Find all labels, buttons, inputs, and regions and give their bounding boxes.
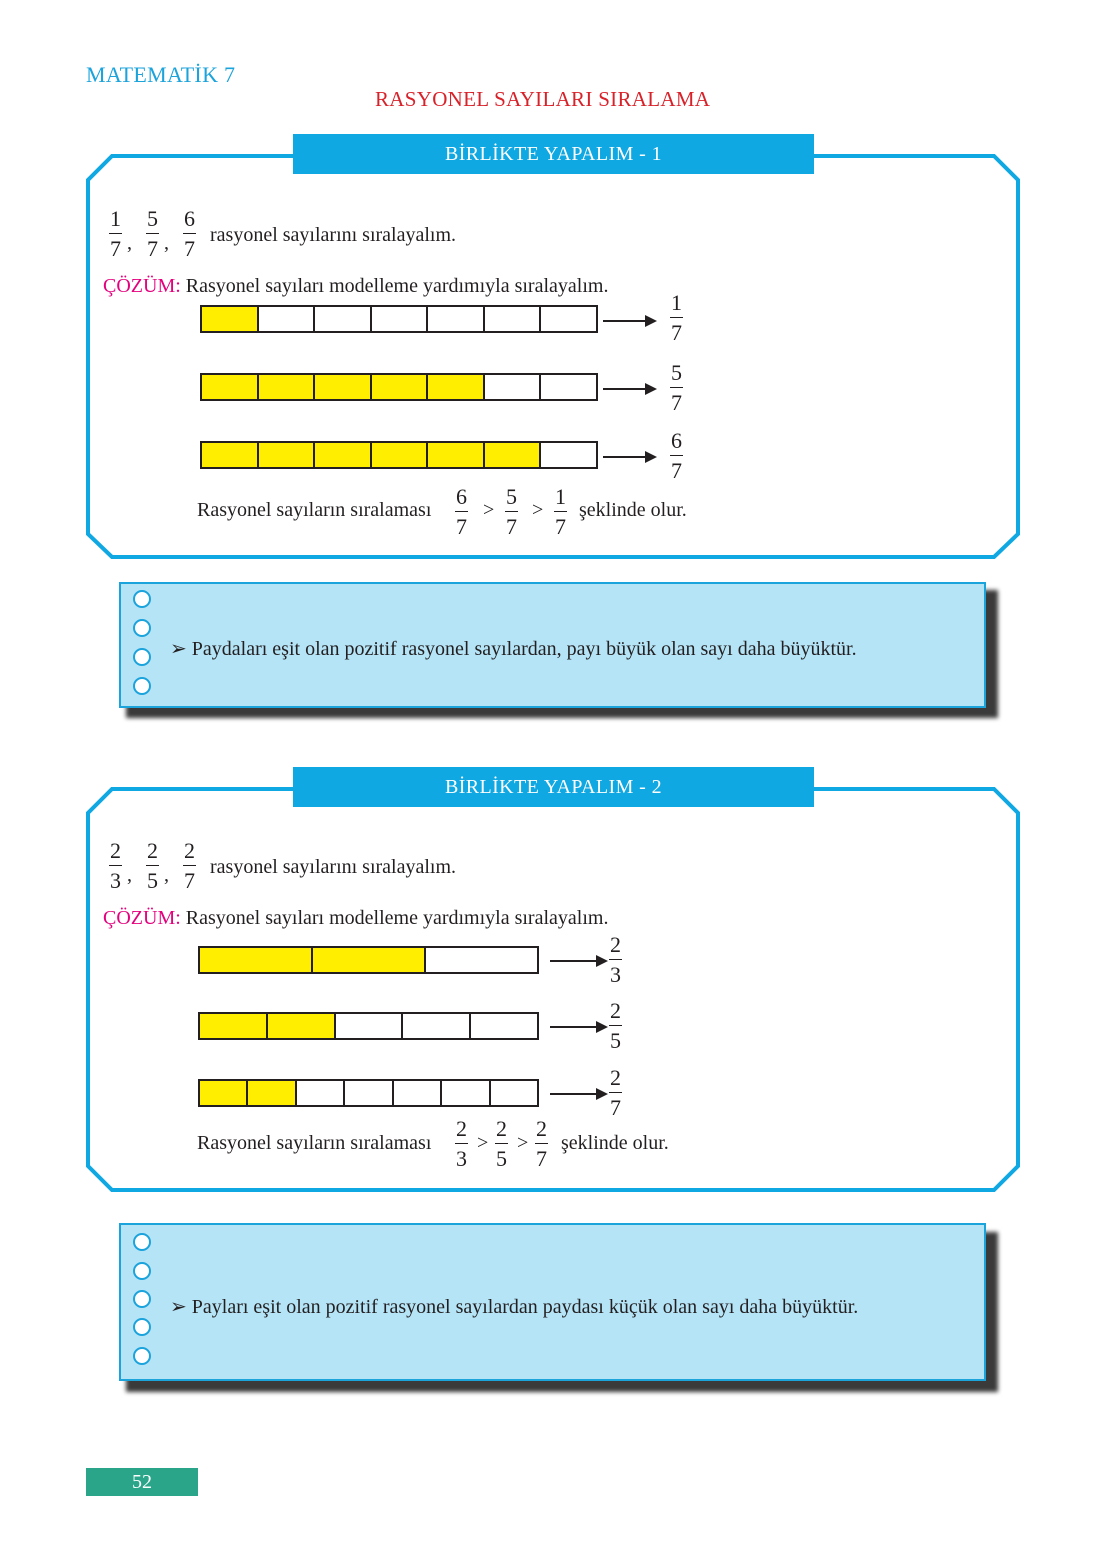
shaded-part	[200, 1081, 246, 1105]
prompt1-fraction-3: $\frac{6}{7}$	[184, 206, 195, 261]
empty-part	[345, 1081, 391, 1105]
empty-part	[315, 307, 370, 331]
page-heading: RASYONEL SAYILARI SIRALAMA	[375, 87, 711, 111]
model1-label-1: $\frac{1}{7}$	[671, 290, 682, 345]
order1-fraction-2: $\frac{5}{7}$	[506, 484, 517, 539]
model2-bar-2	[198, 1012, 539, 1040]
shaded-part	[248, 1081, 294, 1105]
section2-frame	[88, 789, 1018, 1190]
empty-part	[372, 307, 427, 331]
order2-fraction-1: $\frac{2}{3}$	[456, 1116, 467, 1171]
shaded-part	[259, 443, 314, 467]
cozum1	[103, 275, 608, 298]
bullet-arrow-icon: ➢	[170, 1296, 187, 1318]
arrow-icon	[603, 388, 655, 390]
empty-part	[485, 307, 540, 331]
section2-banner: BİRLİKTE YAPALIM - 2	[293, 767, 814, 807]
note2-rule: Payları eşit olan pozitif rasyonel sayılardan paydası küçük olan sayı daha büyüktür.	[191, 1296, 859, 1318]
prompt1-fraction-2: $\frac{5}{7}$	[147, 206, 158, 261]
arrow-icon	[550, 1093, 606, 1095]
greater-than-sign: >	[477, 1132, 489, 1154]
ring-icon	[133, 1290, 151, 1308]
empty-part	[491, 1081, 537, 1105]
shaded-part	[200, 1014, 266, 1038]
shaded-part	[485, 443, 540, 467]
greater-than-sign: >	[532, 499, 544, 521]
model1-bar-3	[200, 441, 598, 469]
empty-part	[541, 307, 596, 331]
model1-bar-1	[200, 305, 598, 333]
order2-prefix: Rasyonel sayıların sıralaması	[197, 1132, 432, 1154]
shaded-part	[268, 1014, 334, 1038]
cozum-text: Rasyonel sayıları modelleme yardımıyla sıralayalım.	[185, 907, 609, 929]
ring-icon	[133, 1233, 151, 1251]
shaded-part	[202, 307, 257, 331]
model2-bar-3	[198, 1079, 539, 1107]
cozum2	[103, 907, 608, 930]
shaded-part	[259, 375, 314, 399]
model2-label-2: $\frac{2}{5}$	[610, 998, 621, 1053]
note1-text	[170, 636, 857, 661]
shaded-part	[428, 443, 483, 467]
prompt2-fraction-2: $\frac{2}{5}$	[147, 838, 158, 893]
book-title: MATEMATİK 7	[86, 62, 236, 87]
prompt1-fraction-1: $\frac{1}{7}$	[110, 206, 121, 261]
arrow-icon	[550, 960, 606, 962]
prompt2-fraction-1: $\frac{2}{3}$	[110, 838, 121, 893]
greater-than-sign: >	[517, 1132, 529, 1154]
model1-label-2: $\frac{5}{7}$	[671, 360, 682, 415]
cozum-label: ÇÖZÜM:	[103, 907, 181, 929]
shaded-part	[315, 443, 370, 467]
arrow-icon	[603, 320, 655, 322]
empty-part	[541, 375, 596, 399]
comma: ,	[127, 232, 132, 254]
order2-fraction-3: $\frac{2}{7}$	[536, 1116, 547, 1171]
prompt2-text: rasyonel sayılarını sıralayalım.	[210, 856, 457, 878]
ring-icon	[133, 648, 151, 666]
model2-label-1: $\frac{2}{3}$	[610, 932, 621, 987]
empty-part	[428, 307, 483, 331]
shaded-part	[315, 375, 370, 399]
comma: ,	[164, 864, 169, 886]
order2-suffix: şeklinde olur.	[561, 1132, 669, 1154]
ring-icon	[133, 1262, 151, 1280]
model2-label-3: $\frac{2}{7}$	[610, 1065, 621, 1120]
model2-bar-1	[198, 946, 539, 974]
arrow-icon	[550, 1026, 606, 1028]
prompt2-fraction-3: $\frac{2}{7}$	[184, 838, 195, 893]
empty-part	[394, 1081, 440, 1105]
model1-bar-2	[200, 373, 598, 401]
shaded-part	[200, 948, 311, 972]
section1-frame	[88, 156, 1018, 557]
shaded-part	[428, 375, 483, 399]
empty-part	[442, 1081, 488, 1105]
empty-part	[336, 1014, 402, 1038]
note2-text	[170, 1294, 858, 1319]
comma: ,	[164, 232, 169, 254]
empty-part	[403, 1014, 469, 1038]
empty-part	[471, 1014, 537, 1038]
shaded-part	[202, 375, 257, 399]
empty-part	[541, 443, 596, 467]
cozum-text: Rasyonel sayıları modelleme yardımıyla sıralayalım.	[185, 275, 609, 297]
bullet-arrow-icon: ➢	[170, 638, 187, 660]
order1-fraction-1: $\frac{6}{7}$	[456, 484, 467, 539]
arrow-icon	[603, 456, 655, 458]
section1-banner: BİRLİKTE YAPALIM - 1	[293, 134, 814, 174]
empty-part	[485, 375, 540, 399]
empty-part	[297, 1081, 343, 1105]
shaded-part	[372, 443, 427, 467]
ring-icon	[133, 619, 151, 637]
note1-rule: Paydaları eşit olan pozitif rasyonel sayılardan, payı büyük olan sayı daha büyüktür.	[191, 638, 857, 660]
order2-fraction-2: $\frac{2}{5}$	[496, 1116, 507, 1171]
shaded-part	[202, 443, 257, 467]
page-number: 52	[86, 1468, 198, 1496]
comma: ,	[127, 864, 132, 886]
empty-part	[259, 307, 314, 331]
greater-than-sign: >	[483, 499, 495, 521]
order1-suffix: şeklinde olur.	[579, 499, 687, 521]
shaded-part	[313, 948, 424, 972]
model1-label-3: $\frac{6}{7}$	[671, 428, 682, 483]
empty-part	[426, 948, 537, 972]
cozum-label: ÇÖZÜM:	[103, 275, 181, 297]
ring-icon	[133, 677, 151, 695]
prompt1-text: rasyonel sayılarını sıralayalım.	[210, 224, 457, 246]
order1-prefix: Rasyonel sayıların sıralaması	[197, 499, 432, 521]
ring-icon	[133, 590, 151, 608]
ring-icon	[133, 1318, 151, 1336]
order1-fraction-3: $\frac{1}{7}$	[555, 484, 566, 539]
ring-icon	[133, 1347, 151, 1365]
shaded-part	[372, 375, 427, 399]
